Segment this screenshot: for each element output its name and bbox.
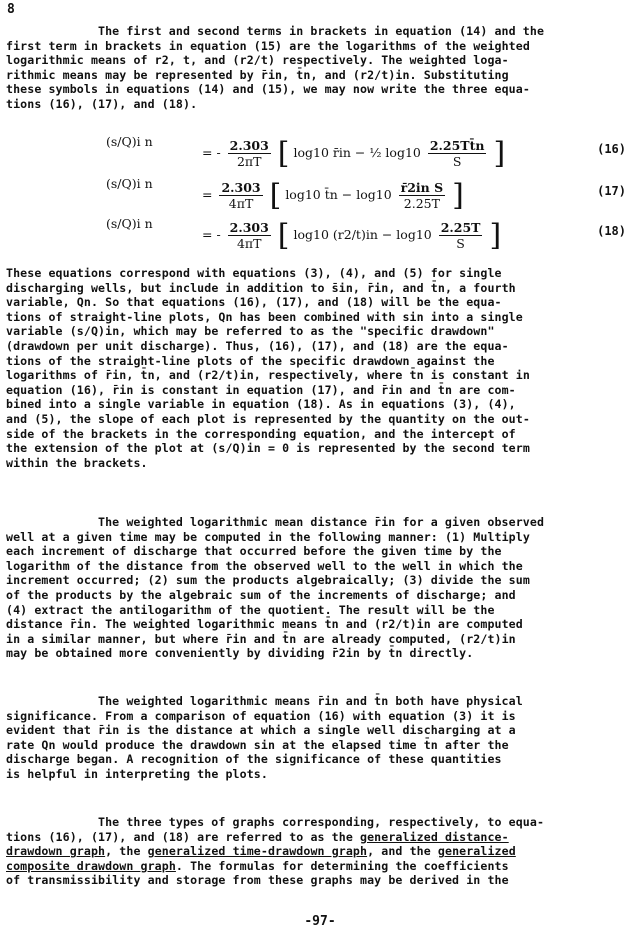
text-line: equation (16), r̄in is constant in equation (17), and r̄in and t̄n are com-: [6, 382, 516, 397]
text-line: in a similar manner, but where r̄in and t̄n are already computed, (r2/t)in: [6, 631, 516, 646]
equation-sign: = -: [202, 145, 221, 160]
paragraph-graph-types: [6, 815, 608, 888]
equation-body: log10 t̄n − log10: [285, 187, 392, 202]
text-line: and (5), the slope of each plot is represented by the quantity on the out-: [6, 411, 530, 426]
paragraph-equations-discussion: [6, 266, 608, 470]
inner-fraction: $\frac{2.25T}{S}$: [440, 220, 481, 251]
equation-18: [106, 212, 626, 254]
text-line: tions (16), (17), and (18).: [6, 96, 198, 111]
equation-body: log10 (r2/t)in − log10: [293, 227, 432, 242]
term-composite-drawdown-graph: composite drawdown graph: [6, 858, 176, 873]
text-line: is helpful in interpreting the plots.: [6, 766, 268, 781]
text-line: may be obtained more conveniently by dividing r̄2in by t̄n directly.: [6, 646, 474, 661]
text-line: These equations correspond with equations (3), (4), and (5) for single: [6, 266, 502, 280]
text-line: logarithms of r̄in, t̄n, and (r2/t)in, respectively, where t̄n is constant in: [6, 368, 530, 383]
text-line: The weighted logarithmic mean distance r̄in for a given observed: [98, 515, 545, 529]
text-line: of transmissibility and storage from these graphs may be derived in the: [6, 873, 509, 888]
text-line: each increment of discharge that occurred before the given time by the: [6, 544, 502, 559]
text-line: of the products by the algebraic sum of the increments of discharge; and: [6, 587, 516, 602]
bracket-open: [: [269, 178, 282, 213]
text-line: these symbols in equations (14) and (15), we may now write the three equa-: [6, 82, 530, 97]
text-line: (drawdown per unit discharge). Thus, (16), (17), and (18) are the equa-: [6, 338, 509, 353]
equation-sign: = -: [202, 227, 221, 242]
text-line: well at a given time may be computed in the following manner: (1) Multiply: [6, 529, 530, 544]
text-line: discharging wells, but include in addition to s̄in, r̄in, and t̄n, a fourth: [6, 280, 516, 295]
text-line: The first and second terms in brackets in equation (14) and the: [98, 24, 545, 38]
coefficient-fraction: $\frac{2.303}{2\pi T}$: [229, 138, 269, 169]
bracket-close: ]: [489, 218, 502, 253]
equation-lhs: (s/Q)i n: [106, 134, 153, 149]
text-line: discharge began. A recognition of the significance of these quantities: [6, 752, 502, 767]
inner-fraction: $\frac{2.25Tt̄n}{S}$: [429, 138, 485, 169]
paragraph-mean-distance: [6, 515, 608, 661]
text-line: within the brackets.: [6, 455, 148, 470]
text-line: bined into a single variable in equation (18). As in equations (3), (4),: [6, 397, 516, 412]
equation-17: [106, 172, 626, 214]
text-line: logarithm of the distance from the observed well to the well in which the: [6, 558, 523, 573]
paragraph-physical-significance: [6, 694, 608, 782]
text-line: significance. From a comparison of equation (16) with equation (3) it is: [6, 708, 516, 723]
text-line: tions (16), (17), and (18) are referred to as the generalized distance-: [6, 829, 509, 844]
text-line: distance r̄in. The weighted logarithmic means t̄n and (r2/t)in are computed: [6, 617, 523, 632]
text-line: tions of the straight-line plots of the specific drawdown against the: [6, 353, 495, 368]
equation-number: (18): [597, 224, 626, 238]
text-line: rate Qn would produce the drawdown sin at the elapsed time t̄n after the: [6, 737, 509, 752]
term-drawdown-graph: drawdown graph: [6, 844, 106, 859]
term-generalized-distance: generalized distance-: [360, 829, 509, 844]
bracket-close: ]: [452, 178, 464, 213]
text-line: variable (s/Q)in, which may be referred to as the "specific drawdown": [6, 324, 495, 339]
equation-body: log10 r̄in − ½ log10: [293, 145, 421, 160]
bracket-close: ]: [493, 136, 506, 171]
text-line: first term in brackets in equation (15) are the logarithms of the weighted: [6, 38, 530, 53]
text-line: tions of straight-line plots, Qn has been combined with sin into a single: [6, 309, 523, 324]
equation-number: (17): [597, 184, 626, 198]
text-line: The three types of graphs corresponding, respectively, to equa-: [98, 815, 545, 829]
equation-16: [106, 130, 626, 172]
equation-lhs: (s/Q)i n: [106, 176, 153, 191]
equation-number: (16): [597, 142, 626, 156]
text-line: drawdown graph, the generalized time-drawdown graph, and the generalized: [6, 844, 516, 859]
inner-fraction: $\frac{\text{r̄2in S}}{2.25T}$: [400, 180, 444, 211]
text-line: logarithmic means of r2, t, and (r2/t) respectively. The weighted loga-: [6, 53, 509, 68]
bracket-open: [: [277, 136, 290, 171]
text-line: The weighted logarithmic means r̄in and t̄n both have physical: [98, 694, 523, 708]
text-line: variable, Qn. So that equations (16), (17), and (18) will be the equa-: [6, 295, 502, 310]
coefficient-fraction: $\frac{2.303}{4\pi T}$: [229, 220, 269, 251]
page-footer-number: -97-: [304, 914, 336, 929]
text-line: rithmic means may be represented by r̄in, t̄n, and (r2/t)in. Substituting: [6, 67, 509, 82]
equation-sign: =: [202, 187, 213, 202]
bracket-open: [: [277, 218, 290, 253]
paragraph-intro: [6, 24, 608, 112]
coefficient-fraction: $\frac{2.303}{4\pi T}$: [221, 180, 261, 211]
text-line: the extension of the plot at (s/Q)in = 0 is represented by the second term: [6, 441, 530, 456]
text-line: evident that r̄in is the distance at which a single well discharging at a: [6, 723, 516, 738]
text-line: side of the brackets in the corresponding equation, and the intercept of: [6, 426, 516, 441]
term-time-drawdown-graph: generalized time-drawdown graph: [147, 844, 368, 859]
term-generalized: generalized: [437, 844, 516, 859]
page-number: 8: [7, 2, 15, 17]
text-line: increment occurred; (2) sum the products algebraically; (3) divide the sum: [6, 573, 530, 588]
text-line: composite drawdown graph. The formulas for determining the coefficients: [6, 858, 509, 873]
text-line: (4) extract the antilogarithm of the quotient. The result will be the: [6, 602, 495, 617]
equation-lhs: (s/Q)i n: [106, 216, 153, 231]
